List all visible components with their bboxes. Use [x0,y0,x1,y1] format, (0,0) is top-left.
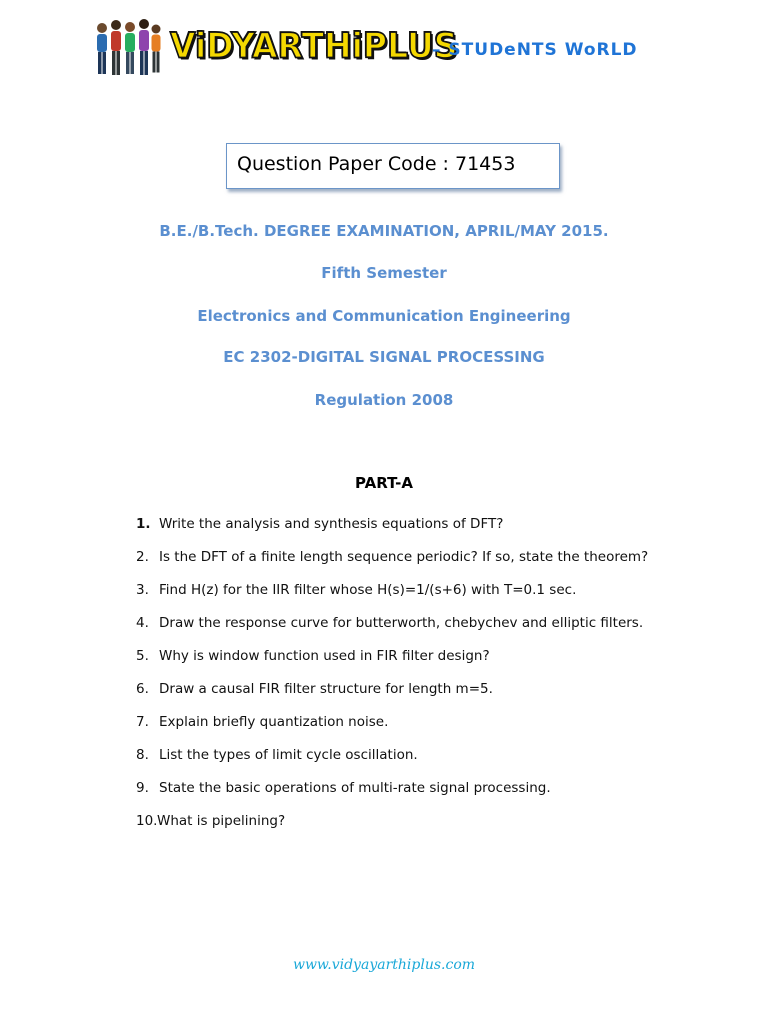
students-group-image [92,16,162,80]
exam-semester-line: Fifth Semester [321,264,447,282]
question-text: Why is window function used in FIR filter design? [159,648,490,664]
question-paper-code: Question Paper Code : 71453 [237,153,516,175]
exam-regulation-line: Regulation 2008 [314,391,454,409]
footer-website-link[interactable]: www.vidyayarthiplus.com [292,957,476,973]
exam-course-line: EC 2302-DIGITAL SIGNAL PROCESSING [223,348,545,366]
question-text: Draw the response curve for butterworth, chebychev and elliptic filters. [159,615,644,631]
part-a-heading: PART-A [355,474,413,492]
question-number: 9. [136,780,149,796]
question-text: Write the analysis and synthesis equations of DFT? [159,516,504,532]
question-text: State the basic operations of multi-rate signal processing. [159,780,551,796]
question-number: 4. [136,615,149,631]
question-number: 8. [136,747,149,763]
question-number: 7. [136,714,149,730]
question-number: 2. [136,549,149,565]
question-text: Explain briefly quantization noise. [159,714,389,730]
exam-department-line: Electronics and Communication Engineering [197,307,571,325]
question-text: Draw a causal FIR filter structure for length m=5. [159,681,493,697]
question-number: 6. [136,681,149,697]
question-text: What is pipelining? [157,813,286,829]
exam-degree-line: B.E./B.Tech. DEGREE EXAMINATION, APRIL/MAY 2015. [159,222,609,240]
question-number: 1. [136,516,151,532]
site-header [92,14,672,86]
question-text: Find H(z) for the IIR filter whose H(s)=1/(s+6) with T=0.1 sec. [159,582,577,598]
question-number: 5. [136,648,149,664]
brand-logo-text: ViDYARTHiPLUS [170,25,458,66]
question-number: 10. [136,813,158,829]
question-text: Is the DFT of a finite length sequence periodic? If so, state the theorem? [159,549,649,565]
question-paper-code-box [226,143,560,189]
question-number: 3. [136,582,149,598]
question-text: List the types of limit cycle oscillation. [159,747,418,763]
brand-tagline: – STUDeNTS WoRLD [432,40,638,60]
